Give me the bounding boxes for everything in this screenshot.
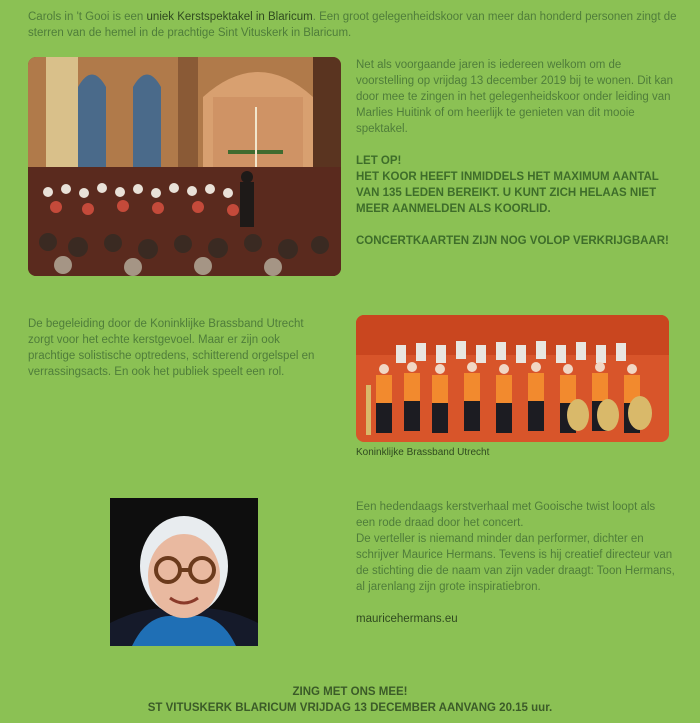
intro-text <box>28 9 678 41</box>
narrator-paragraph: De verteller is niemand minder dan performer, dichter en schrijver Maurice Hermans. Tevens is hij creatief directeur van de stichting die de naam van zijn vader draagt: Toon Hermans, al jarenlang zijn grote inspiratiebron. <box>356 533 675 593</box>
notice-body: HET KOOR HEEFT INMIDDELS HET MAXIMUM AANTAL VAN 135 LEDEN BEREIKT. U KUNT ZICH HELAAS NIET MEER AANMELDEN ALS KOORLID. <box>356 171 659 215</box>
section-1-text <box>356 57 676 249</box>
brassband-caption: Koninklijke Brassband Utrecht <box>356 447 490 458</box>
footer-call-to-action: ZING MET ONS MEE! <box>292 686 408 698</box>
notice-title: LET OP! <box>356 155 402 167</box>
maurice-hermans-portrait <box>110 498 258 646</box>
church-choir-photo <box>28 57 341 276</box>
brassband-photo <box>356 315 669 442</box>
welcome-paragraph: Net als voorgaande jaren is iedereen welkom om de voorstelling op vrijdag 13 december 2019 bij te wonen. Dit kan door mee te zingen in het gelegenheidskoor onder leiding van Marlies Huitink of om heerlijk te genieten van dit mooie spektakel. <box>356 59 674 135</box>
intro-part2: . Een groot gelegenheidskoor van meer dan honderd personen zingt de sterren van de hemel in de prachtige Sint Vituskerk in Blaricum. <box>28 11 677 39</box>
story-paragraph: Een hedendaags kerstverhaal met Gooische twist loopt als een rode draad door het concert. <box>356 501 656 529</box>
brassband-paragraph: De begeleiding door de Koninklijke Brassband Utrecht zorgt voor het echte kerstgevoel. Maar er zijn ook prachtige solistische optredens, schitterend orgelspel en verrassingsacts. En ook het publiek speelt een rol. <box>28 318 315 378</box>
footer-event-details: ST VITUSKERK BLARICUM VRIJDAG 13 DECEMBER AANVANG 20.15 uur. <box>147 702 553 714</box>
tickets-notice: CONCERTKAARTEN ZIJN NOG VOLOP VERKRIJGBAAR! <box>356 235 669 247</box>
maurice-hermans-link[interactable]: mauricehermans.eu <box>356 613 458 625</box>
intro-highlight: uniek Kerstspektakel in Blaricum <box>146 11 313 23</box>
section-3-text <box>356 499 676 627</box>
intro-part1: Carols in 't Gooi is een <box>28 11 147 23</box>
